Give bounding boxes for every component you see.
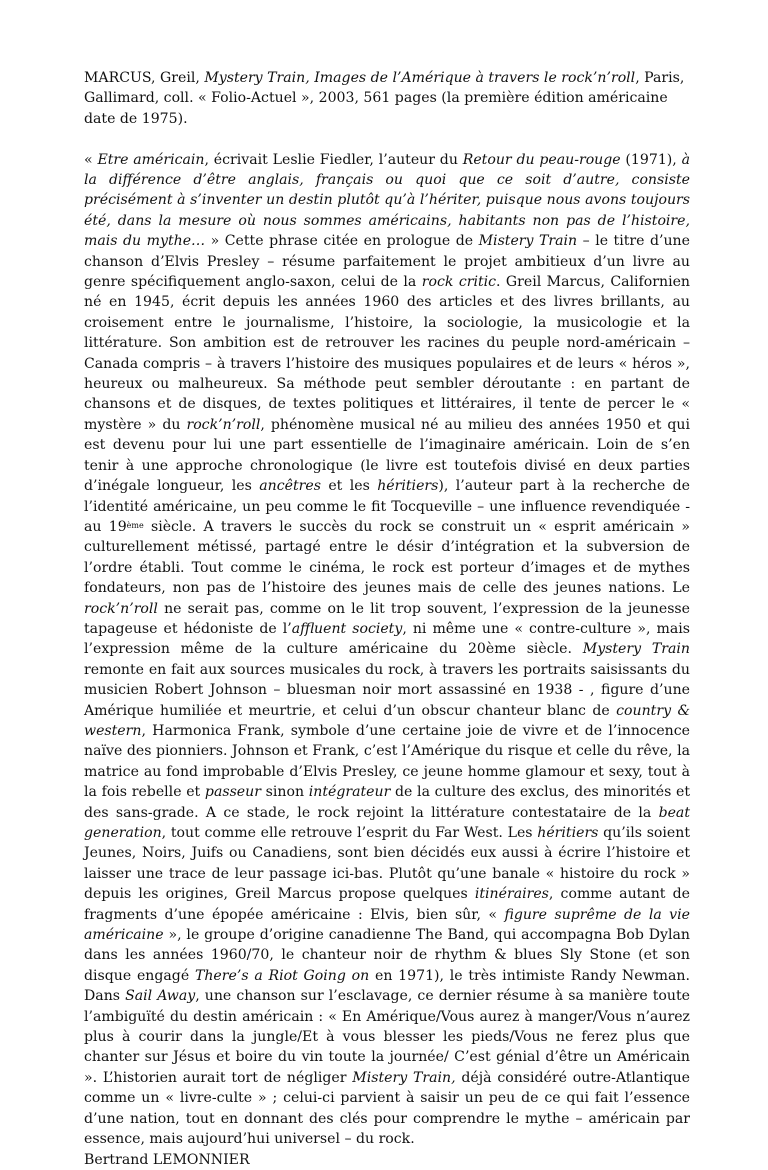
italic-text-run: à la différence d’être anglais, français ou quoi que ce soit d’autre, consiste précisément à s’inventer un destin plutôt qu’à l’hériter, puisque nous avons toujours été, dans la mesure où nous sommes américains, habitants non pas de l’histoire, mais du mythe… — [84, 151, 690, 250]
italic-text-run: héritiers — [537, 825, 599, 842]
text-run: , Harmonica Frank, symbole d’une certaine joie de vivre et de l’innocence naïve des pionniers. Johnson et Frank, c’est l’Amérique du risque et celle du rêve, la matrice au fond improbable d’Elvis Presley, ce jeune homme glamour et sexy, tout à la fois rebelle et — [84, 722, 690, 801]
italic-text-run: Etre américain — [97, 151, 205, 168]
text-run: , une chanson sur l’esclavage, ce dernier résume à sa manière toute l’ambiguïté du destin américain : « En Amérique/Vous aurez à manger/Vous n’aurez plus à courir dans la jungle/Et à vous blesser les pieds/Vous ne ferez plus que chanter sur Jésus et boire du vin toute la journée/ C’est génial d’être un Américain ». L’historien aurait tort de négliger — [84, 988, 690, 1086]
text-run: , tout comme elle retrouve l’esprit du Far West. Les — [161, 825, 538, 842]
italic-text-run: itinéraires — [474, 886, 549, 903]
text-run: , phénomène musical né au milieu des années 1950 et qui est devenu pour lui une part essentielle de l’imaginaire américain. Loin de s’en tenir à une approche chronologique (le livre est toutefois divisé en deux parties d’inégale longueur, les — [84, 416, 690, 495]
italic-text-run: Mistery Train, — [352, 1069, 456, 1086]
text-run: . Greil Marcus, Californien né en 1945, écrit depuis les années 1960 des articles et des livres brillants, au croisement entre le journalisme, l’histoire, la sociologie, la musicologie et la littérature. Son ambition est de retrouver les racines du peuple nord-américain – Canada compris – à travers l’histoire des musiques populaires et de leurs « héros », heureux ou malheureux. Sa méthode peut sembler déroutante : en partant de chansons et de disques, de textes politiques et littéraires, il tente de percer le « mystère » du — [84, 274, 690, 433]
italic-text-run: country & western — [84, 702, 691, 739]
document-page — [84, 68, 690, 1170]
text-run: » Cette phrase citée en prologue de — [205, 233, 479, 250]
text-run: et les — [320, 478, 378, 495]
citation-publication-details: , Paris, Gallimard, coll. « Folio-Actuel », 2003, 561 pages (la première édition américaine date de 1975). — [84, 70, 685, 127]
text-run: , comme autant de fragments d’une épopée américaine : Elvis, bien sûr, « — [84, 886, 690, 923]
italic-text-run: affluent society — [291, 620, 403, 637]
italic-text-run: rock’n’roll — [84, 600, 158, 617]
text-run: ne serait pas, comme on le lit trop souvent, l’expression de la jeunesse tapageuse et hédoniste de l’ — [84, 600, 690, 637]
italic-text-run: passeur — [204, 784, 261, 801]
review-signature: Bertrand LEMONNIER — [84, 1151, 250, 1168]
italic-text-run: Retour du peau-rouge — [462, 151, 621, 168]
review-text — [84, 150, 690, 1150]
citation-title: Mystery Train, Images de l’Amérique à travers le rock’n’roll — [204, 70, 636, 86]
italic-text-run: Mystery Train — [582, 641, 690, 658]
italic-text-run: beat generation — [84, 804, 690, 842]
citation-author: MARCUS, Greil, — [84, 70, 205, 86]
text-run: de la culture des exclus, des minorités et des sans-grade. A ce stade, le rock rejoint la littérature contestataire de la — [84, 784, 690, 821]
italic-text-run: There’s a Riot Going on — [194, 967, 370, 984]
text-run: « — [84, 151, 98, 168]
text-run: , écrivait Leslie Fiedler, l’auteur du — [204, 151, 463, 168]
italic-text-run: intégrateur — [308, 784, 391, 801]
text-run: remonte en fait aux sources musicales du rock, à travers les portraits saisissants du musicien Robert Johnson – bluesman noir mort assassiné en 1938 - , figure d’une Amérique humiliée et meurtrie, et celui d’un obscur chanteur blanc de — [84, 661, 690, 719]
text-run: – le titre d’une chanson d’Elvis Presley – résume parfaitement le projet ambitieux d’un livre au genre spécifiquement anglo-saxon, celui de la — [84, 233, 690, 291]
text-run: siècle. A travers le succès du rock se construit un « esprit américain » culturellement métissé, partagé entre le désir d’intégration et la subversion de l’ordre établi. Tout comme le cinéma, le rock est porteur d’images et de mythes fondateurs, non pas de l’histoire des jeunes mais de celle des jeunes nations. Le — [84, 518, 690, 597]
text-run: déjà considéré outre-Atlantique comme un « livre-culte » ; celui-ci parvient à saisir un peu de ce qui fait l’essence d’une nation, tout en donnant des clés pour comprendre le mythe – américain par essence, mais aujourd’hui universel – du rock. — [84, 1069, 691, 1148]
text-run: qu’ils soient Jeunes, Noirs, Juifs ou Canadiens, sont bien décidés eux aussi à écrire l’histoire et laisser une trace de leur passage ici-bas. Plutôt qu’une banale « histoire du rock » depuis les origines, Greil Marcus propose quelques — [84, 825, 690, 903]
text-run: (1971), — [620, 151, 682, 168]
text-run: sinon — [260, 784, 309, 801]
text-run: en 1971), le très intimiste Randy Newman. Dans — [84, 967, 690, 1005]
italic-text-run: figure suprême de la vie américaine — [84, 906, 690, 944]
text-run: », le groupe d’origine canadienne The Band, qui accompagna Bob Dylan dans les années 1960/70, le chanteur noir de rhythm & blues Sly Stone (et son disque engagé — [84, 927, 690, 984]
italic-text-run: Sail Away — [125, 988, 196, 1005]
italic-text-run: ancêtres — [259, 478, 321, 495]
italic-text-run: rock critic — [421, 274, 497, 291]
text-run: , ni même une « contre-culture », mais l’expression même de la culture américaine du 20ème siècle. — [84, 620, 690, 658]
superscript-text: ème — [126, 521, 144, 531]
bibliographic-citation — [84, 68, 690, 129]
text-run: ), l’auteur part à la recherche de l’identité américaine, un peu comme le fit Tocqueville – une influence revendiquée - au 19 — [84, 478, 690, 535]
italic-text-run: rock’n’roll — [186, 416, 261, 433]
italic-text-run: Mistery Train — [478, 233, 578, 250]
italic-text-run: héritiers — [377, 478, 439, 495]
